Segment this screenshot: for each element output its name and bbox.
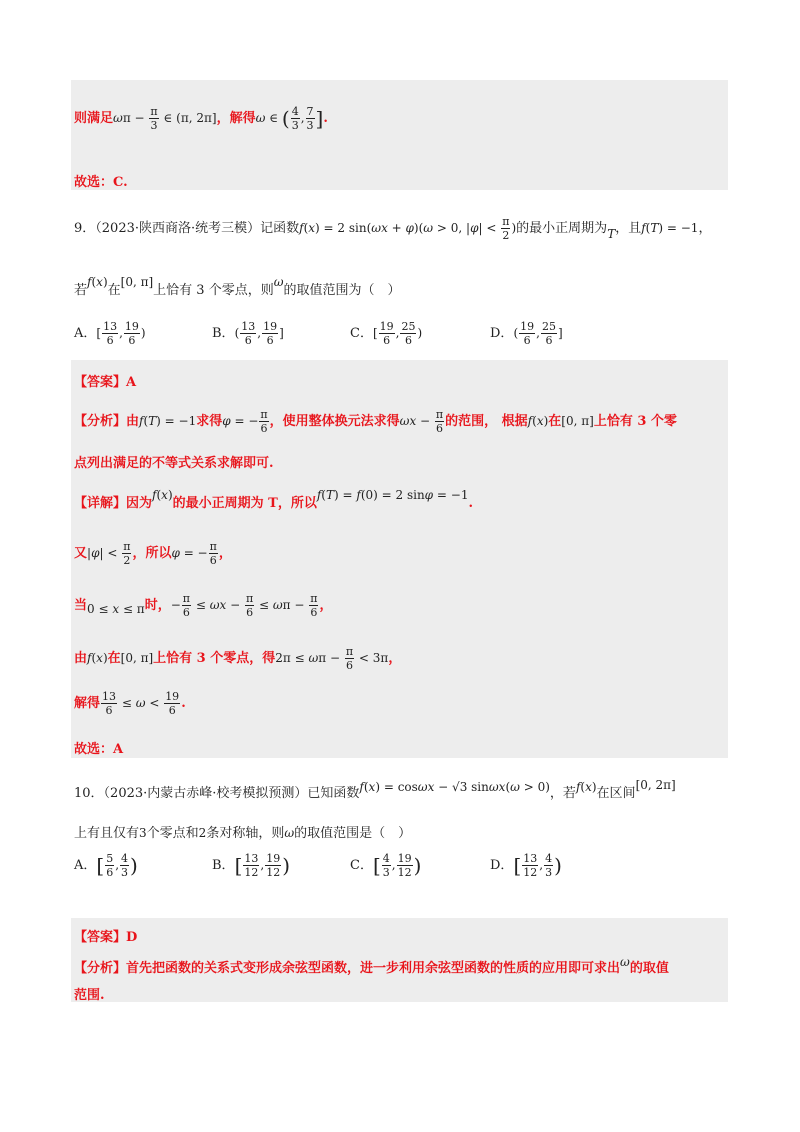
q10-stem-line-2: [74, 822, 411, 841]
q10-text: 上有且仅有: [74, 826, 140, 841]
q9-detail-text: 的最小正周期为 T，所以: [172, 496, 317, 511]
q9-option-c[interactable]: [350, 320, 422, 347]
prev-line-1: [74, 105, 328, 132]
math-expr: [ $\frac{13}{12}$ , $\frac{19}{12}$ ): [234, 852, 291, 879]
q10-option-b[interactable]: [212, 852, 290, 879]
q10-analysis-line-2: 范围.: [74, 988, 105, 1003]
math-expr: φ = − $\frac{\pi}{6}$: [222, 408, 268, 435]
math-expr: [ $\frac{19}{6}$ , $\frac{25}{6}$ ): [372, 320, 423, 347]
math-expr: f(T) = −1: [139, 414, 197, 428]
q9-analysis-text: 【分析】由: [74, 414, 140, 429]
math-expr: f(x) = cosωx − √3 sinωx(ω > 0): [359, 780, 550, 794]
prev-solution-block: [71, 80, 728, 190]
q10-text: 个零点和: [146, 826, 199, 841]
math-expr: T: [607, 227, 616, 241]
option-label: D．: [490, 326, 514, 341]
math-expr: ω: [273, 275, 284, 289]
math-expr: ( $\frac{13}{6}$ , $\frac{19}{6}$ ]: [234, 320, 284, 347]
math-expr: [0, π]: [120, 275, 154, 289]
math-expr: f(x): [87, 275, 108, 289]
q9-detail-text: 由: [74, 651, 88, 666]
option-label: A．: [74, 326, 97, 341]
q10-text: 的取值范围是（ ）: [294, 826, 412, 841]
q9-detail-text: 在: [107, 651, 121, 666]
prev-text: 则满足: [74, 111, 114, 126]
q9-analysis-text: 的范围， 根据: [445, 414, 528, 429]
q9-detail-text: 时，: [144, 598, 171, 613]
q9-text: 上恰有 3 个零点，则: [153, 283, 274, 298]
q10-analysis-text: 【分析】首先把函数的关系式变形成余弦型函数，进一步利用余弦型函数的性质的应用即可求出: [74, 961, 621, 976]
option-label: C．: [350, 326, 373, 341]
q9-detail-text: 【详解】因为: [74, 496, 153, 511]
q10-text: 条对称轴，则: [206, 826, 285, 841]
q9-detail-text: 解得: [74, 696, 101, 711]
math-expr: f(x): [575, 780, 597, 794]
math-expr: [ $\frac{5}{6}$ , $\frac{4}{3}$ ): [96, 852, 138, 879]
prev-text: ，解得: [216, 111, 256, 126]
q9-detail-line-1: [74, 488, 473, 511]
q9-text: 的取值范围为（ ）: [283, 283, 401, 298]
q10-analysis-text: 的取值: [629, 961, 669, 976]
math-expr: ωπ − $\frac{\pi}{3}$ ∈ (π, 2π]: [113, 105, 217, 132]
q9-detail-text: ，: [319, 598, 333, 613]
q9-mid: 的最小正周期为: [516, 221, 608, 236]
option-label: B．: [212, 858, 235, 873]
math-expr: ω: [620, 955, 630, 969]
option-label: A．: [74, 858, 97, 873]
q9-detail-text: ，: [218, 546, 232, 561]
math-expr: − $\frac{\pi}{6}$ ≤ ωx − $\frac{\pi}{6}$ ≤ ωπ − $\frac{\pi}{6}$: [170, 592, 318, 619]
math-expr: f(x): [152, 488, 173, 502]
q9-detail-text: .: [181, 696, 186, 711]
q9-text: 在: [107, 283, 121, 298]
q9-detail-text: 当: [74, 598, 88, 613]
q9-option-d[interactable]: [490, 320, 563, 347]
q9-detail-line-3: [74, 592, 333, 619]
q9-stem-line-1: [74, 215, 711, 242]
math-expr: f(T) = −1: [641, 221, 699, 235]
q10-answer: 【答案】D: [74, 930, 138, 945]
prev-answer: 故选：C.: [74, 175, 128, 190]
q9-analysis-text: 求得: [196, 414, 223, 429]
math-expr: 2: [198, 826, 207, 840]
math-expr: ω ∈ ( $\frac{4}{3}$ , $\frac{7}{3}$ ]: [255, 105, 324, 132]
math-expr: [0, π]: [561, 414, 594, 428]
q9-detail-text: ，: [388, 651, 402, 666]
math-expr: f(x) = 2 sin(ωx + φ)(ω > 0, |φ| < $\frac{\pi}{2}$ ): [299, 215, 517, 242]
q10-analysis-line-1: [74, 955, 669, 976]
math-expr: [0, π]: [120, 651, 154, 665]
q9-tail: ，: [698, 221, 712, 236]
math-expr: ω: [284, 826, 295, 840]
math-expr: f(x): [527, 414, 549, 428]
q9-analysis-text: 在: [548, 414, 562, 429]
q9-analysis-text: ，使用整体换元法求得: [269, 414, 400, 429]
q9-mid2: ，且: [615, 221, 642, 236]
math-expr: 2π ≤ ωπ − $\frac{\pi}{6}$ < 3π: [275, 645, 389, 672]
math-expr: f(x): [87, 651, 108, 665]
math-expr: [ $\frac{13}{6}$ , $\frac{19}{6}$ ): [96, 320, 146, 347]
q10-head: 10．（2023·内蒙古赤峰·校考模拟预测）已知函数: [74, 786, 360, 801]
math-expr: ωx − $\frac{\pi}{6}$: [399, 408, 444, 435]
q9-option-b[interactable]: [212, 320, 284, 347]
math-expr: 0 ≤ x ≤ π: [87, 602, 145, 616]
math-expr: f(T) = f(0) = 2 sinφ = −1: [316, 488, 469, 502]
q9-text: 若: [74, 283, 88, 298]
q10-text: ，若: [549, 786, 576, 801]
q9-analysis-text: 上恰有 3 个零: [593, 414, 677, 429]
math-expr: [ $\frac{13}{12}$ , $\frac{4}{3}$ ): [513, 852, 562, 879]
math-expr: [0, 2π]: [635, 778, 676, 792]
q9-detail-text: .: [468, 496, 473, 511]
q9-answer: 【答案】A: [74, 375, 137, 390]
q9-stem-line-2: [74, 275, 401, 298]
q10-stem-line-1: [74, 778, 676, 801]
q9-head: 9．（2023·陕西商洛·统考三模）记函数: [74, 221, 300, 236]
q9-detail-line-5: [74, 690, 186, 717]
math-expr: 3: [139, 826, 147, 840]
q10-option-c[interactable]: [350, 852, 421, 879]
q9-final-answer: 故选：A: [74, 742, 124, 757]
q9-detail-line-2: [74, 540, 232, 567]
q10-text: 在区间: [596, 786, 636, 801]
math-expr: |φ| < $\frac{\pi}{2}$: [87, 540, 131, 567]
prev-text: .: [323, 111, 328, 126]
math-expr: φ = − $\frac{\pi}{6}$: [171, 540, 217, 567]
q9-detail-line-4: [74, 645, 401, 672]
option-label: C．: [350, 858, 373, 873]
q9-analysis-line-2: 点列出满足的不等式关系求解即可.: [74, 456, 274, 471]
q9-detail-text: 上恰有 3 个零点，得: [153, 651, 276, 666]
q9-option-a[interactable]: [74, 320, 146, 347]
q9-detail-text: ，所以: [132, 546, 172, 561]
math-expr: [ $\frac{4}{3}$ , $\frac{19}{12}$ ): [372, 852, 422, 879]
option-label: D．: [490, 858, 514, 873]
q9-detail-text: 又: [74, 546, 88, 561]
q10-option-a[interactable]: [74, 852, 138, 879]
q10-option-d[interactable]: [490, 852, 562, 879]
math-expr: ( $\frac{19}{6}$ , $\frac{25}{6}$ ]: [513, 320, 563, 347]
math-expr: $\frac{13}{6}$ ≤ ω < $\frac{19}{6}$: [102, 690, 180, 717]
q9-analysis-line-1: [74, 408, 677, 435]
option-label: B．: [212, 326, 235, 341]
